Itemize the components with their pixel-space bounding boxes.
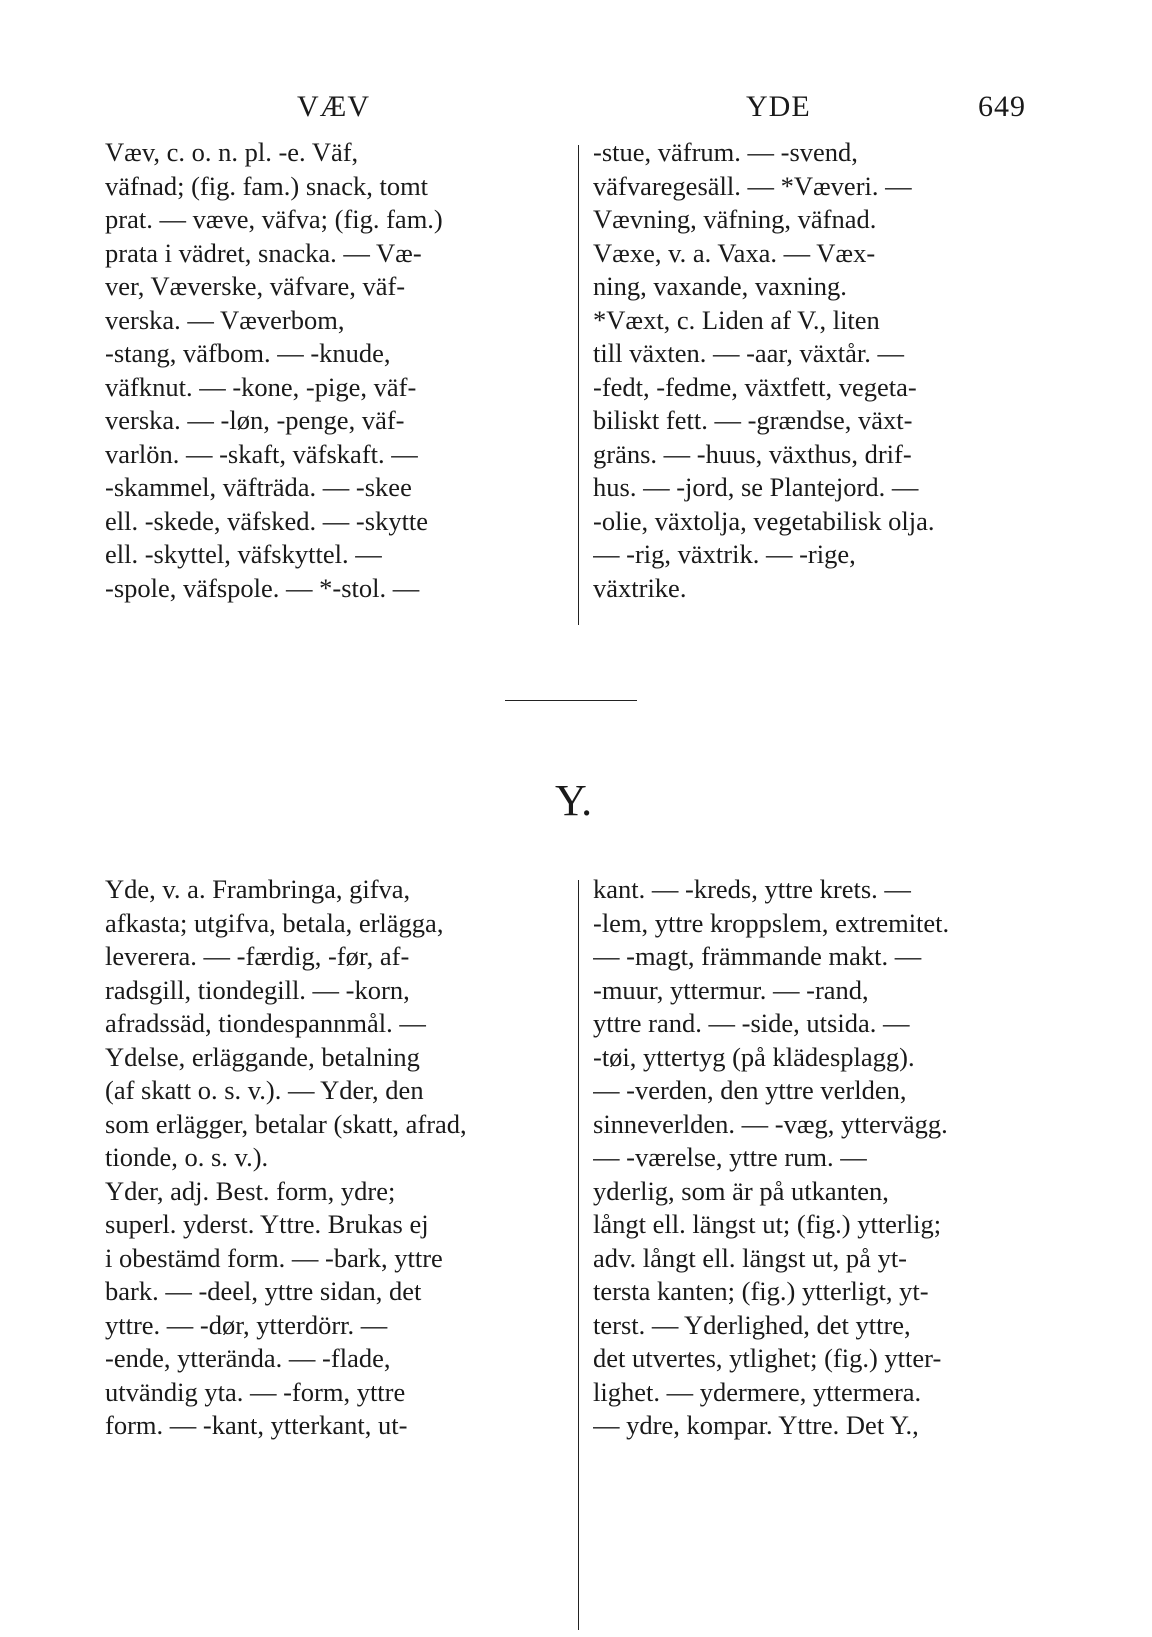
entry-line: varlön. — -skaft, väfskaft. —	[105, 438, 418, 469]
column-bottom-right	[593, 873, 1065, 1443]
entry-line: Vævning, väfning, väfnad.	[593, 204, 877, 234]
entry-line: verska. — -løn, -penge, väf-	[105, 405, 405, 435]
entry-line: yttre. — -dør, ytterdörr. —	[105, 1309, 388, 1340]
entry-line: ell. -skede, väfsked. — -skytte	[105, 505, 429, 536]
entry-line: superl. yderst. Yttre. Brukas ej	[105, 1209, 429, 1239]
entry-line: Yde, v. a. Frambringa, gifva,	[105, 874, 411, 904]
entry-line: bark. — -deel, yttre sidan, det	[105, 1276, 422, 1306]
entry-line: adv. långt ell. längst ut, på yt-	[593, 1242, 908, 1273]
entry-line: -fedt, -fedme, växtfett, vegeta-	[593, 371, 917, 402]
entry-line: afkasta; utgifva, betala, erlägga,	[105, 907, 444, 938]
running-head-left: VÆV	[297, 90, 371, 123]
entry-line: -stue, väfrum. — -svend,	[593, 137, 858, 167]
entry-line: — -magt, främmande makt. —	[593, 941, 922, 971]
column-bottom-left	[105, 873, 565, 1443]
entry-line: tionde, o. s. v.).	[105, 1142, 269, 1172]
entry-line: — -verden, den yttre verlden,	[593, 1075, 907, 1105]
section-letter-heading: Y.	[555, 776, 593, 825]
running-head-center: YDE	[746, 90, 811, 123]
entry-line: utvändig yta. — -form, yttre	[105, 1376, 406, 1407]
entry-line: — -værelse, yttre rum. —	[593, 1142, 867, 1172]
entry-line: väfvaregesäll. — *Væveri. —	[593, 170, 912, 201]
entry-line: väfnad; (fig. fam.) snack, tomt	[105, 170, 429, 201]
entry-line: sinneverlden. — -væg, yttervägg.	[593, 1108, 948, 1139]
entry-line: prat. — væve, väfva; (fig. fam.)	[105, 204, 443, 234]
entry-line: växtrike.	[593, 572, 687, 603]
entry-line: -ende, ytterända. — -flade,	[105, 1343, 391, 1373]
entry-line: Væxe, v. a. Vaxa. — Væx-	[593, 237, 876, 268]
entry-line: tersta kanten; (fig.) ytterligt, yt-	[593, 1276, 929, 1306]
entry-line: i obestämd form. — -bark, yttre	[105, 1242, 443, 1273]
entry-line: afradssäd, tiondespannmål. —	[105, 1008, 426, 1038]
entry-line: verska. — Væverbom,	[105, 304, 345, 335]
entry-line: — ydre, kompar. Yttre. Det Y.,	[593, 1410, 919, 1440]
entry-line: ver, Væverske, väfvare, väf-	[105, 271, 406, 301]
entry-line: -olie, växtolja, vegetabilisk olja.	[593, 505, 935, 536]
column-divider	[578, 880, 579, 1630]
entry-line: som erlägger, betalar (skatt, afrad,	[105, 1108, 467, 1139]
entry-line: prata i vädret, snacka. — Væ-	[105, 237, 422, 268]
entry-line: ell. -skyttel, väfskyttel. —	[105, 539, 382, 569]
entry-line: väfknut. — -kone, -pige, väf-	[105, 371, 417, 402]
entry-line: kant. — -kreds, yttre krets. —	[593, 874, 911, 904]
column-top-left	[105, 136, 565, 605]
entry-line: terst. — Yderlighed, det yttre,	[593, 1309, 911, 1340]
entry-line: (af skatt o. s. v.). — Yder, den	[105, 1075, 424, 1105]
entry-line: lighet. — ydermere, yttermera.	[593, 1376, 922, 1407]
entry-line: det utvertes, ytlighet; (fig.) ytter-	[593, 1343, 942, 1373]
entry-line: biliskt fett. — -grændse, växt-	[593, 405, 913, 435]
entry-line: hus. — -jord, se Plantejord. —	[593, 472, 919, 502]
entry-line: -lem, yttre kroppslem, extremitet.	[593, 907, 950, 938]
entry-line: — -rig, växtrik. — -rige,	[593, 539, 856, 569]
entry-line: -tøi, yttertyg (på klädesplagg).	[593, 1041, 915, 1072]
entry-line: Ydelse, erläggande, betalning	[105, 1041, 420, 1072]
page-number: 649	[978, 90, 1026, 123]
entry-line: yttre rand. — -side, utsida. —	[593, 1008, 910, 1038]
column-top-right	[593, 136, 1065, 605]
entry-line: leverera. — -færdig, -før, af-	[105, 941, 410, 971]
entry-line: Yder, adj. Best. form, ydre;	[105, 1175, 396, 1206]
entry-line: radsgill, tiondegill. — -korn,	[105, 974, 410, 1005]
column-divider	[578, 145, 579, 625]
entry-line: till växten. — -aar, växtår. —	[593, 338, 904, 368]
section-separator-rule	[505, 700, 637, 701]
entry-line: yderlig, som är på utkanten,	[593, 1175, 889, 1206]
entry-line: *Væxt, c. Liden af V., liten	[593, 304, 880, 335]
entry-line: -muur, yttermur. — -rand,	[593, 974, 869, 1005]
entry-line: -skammel, väfträda. — -skee	[105, 472, 412, 502]
entry-line: Væv, c. o. n. pl. -e. Väf,	[105, 137, 359, 167]
entry-line: ning, vaxande, vaxning.	[593, 271, 847, 301]
entry-line: gräns. — -huus, växthus, drif-	[593, 438, 912, 469]
entry-line: -spole, väfspole. — *-stol. —	[105, 572, 420, 603]
entry-line: -stang, väfbom. — -knude,	[105, 338, 391, 368]
entry-line: form. — -kant, ytterkant, ut-	[105, 1410, 408, 1440]
entry-line: långt ell. längst ut; (fig.) ytterlig;	[593, 1209, 942, 1239]
